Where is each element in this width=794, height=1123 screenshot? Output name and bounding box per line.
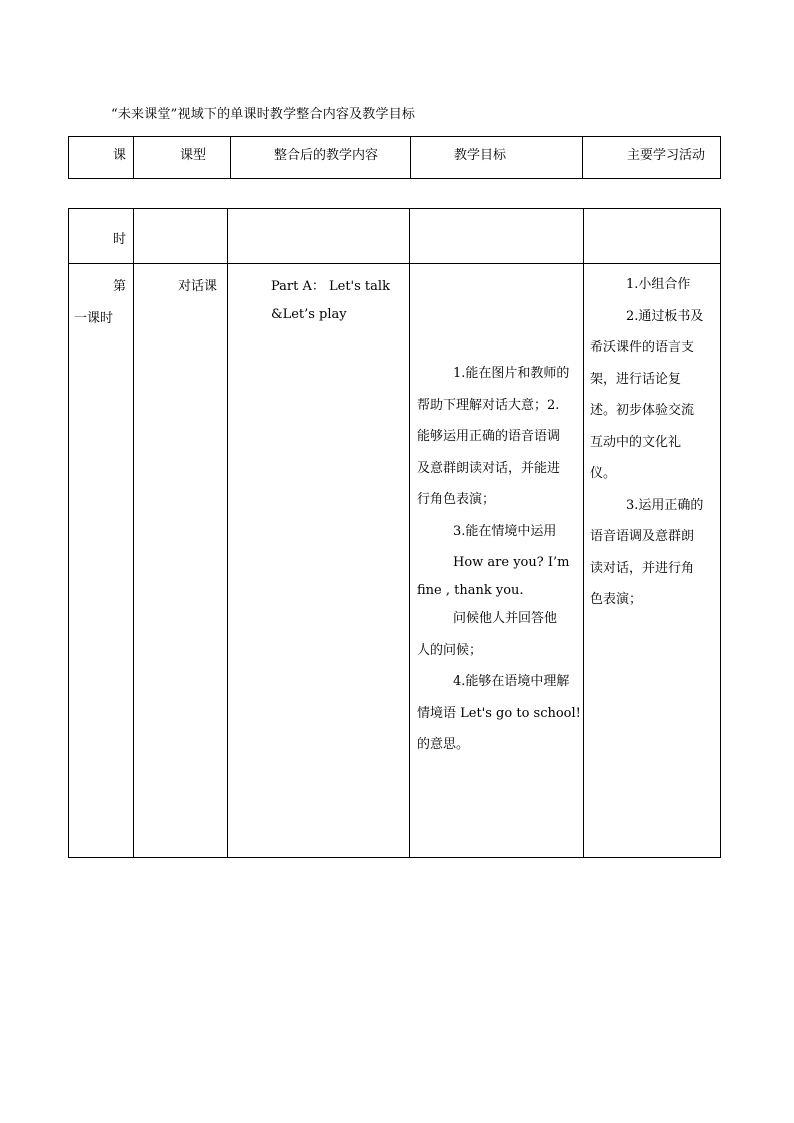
content-line2: &Let’s play (271, 307, 347, 322)
goal-line: 4.能够在语境中理解 (453, 674, 570, 689)
activity-line: 仪。 (590, 466, 617, 481)
goal-line: 3.能在情境中运用 (453, 523, 557, 539)
goal-line: 人的问候； (417, 642, 483, 658)
goal-line: 问候他人并回答他 (453, 611, 558, 626)
column-divider (409, 209, 410, 857)
header-activities: 主要学习活动 (627, 148, 706, 163)
goals-list (417, 364, 581, 767)
activity-line: 2.通过板书及 (626, 308, 704, 324)
header-type: 课型 (180, 148, 207, 163)
header-content: 整合后的教学内容 (274, 148, 379, 163)
lesson-table (68, 208, 721, 858)
header-divider (582, 137, 583, 178)
header-lesson: 课 (113, 148, 127, 163)
activity-line: 希沃课件的语言支 (590, 340, 695, 355)
header-table (68, 136, 721, 179)
goal-line: fine , thank you. (417, 583, 524, 598)
goal-line: 能够运用正确的语音语调 (417, 429, 561, 444)
row-divider (69, 263, 720, 264)
content-line1: Part A： Let's talk (271, 279, 390, 294)
activity-line: 互动中的文化礼 (590, 434, 682, 450)
header-goals: 教学目标 (454, 148, 507, 163)
header-divider (230, 137, 231, 178)
goal-line: How are you? I’m (453, 555, 570, 570)
column-divider (133, 209, 134, 857)
lesson-type: 对话课 (178, 279, 218, 294)
activity-line: 读对话，并进行角 (590, 560, 695, 576)
goal-line: 帮助下理解对话大意；2. (417, 397, 560, 413)
goal-line: 1.能在图片和教师的 (453, 366, 570, 381)
goal-line: 行角色表演； (417, 492, 496, 507)
activity-line: 3.运用正确的 (626, 497, 704, 513)
activity-line: 述。初步体验交流 (590, 403, 695, 418)
header-divider (133, 137, 134, 178)
activities-list (590, 275, 718, 622)
document-title: “未来课堂”视域下的单课时教学整合内容及教学目标 (111, 107, 416, 122)
activity-line: 1.小组合作 (626, 277, 691, 292)
column-divider (227, 209, 228, 857)
row1-lesson: 时 (113, 232, 127, 247)
header-divider (410, 137, 411, 178)
goal-line: 及意群朗读对话，并能进 (417, 460, 561, 476)
activity-line: 色表演； (590, 592, 643, 607)
activity-line: 语音语调及意群朗 (590, 529, 695, 544)
goal-line: 情境语 Let's go to school! (417, 705, 581, 721)
lesson-number-line2: 一课时 (74, 311, 114, 326)
lesson-number-line1: 第 (113, 279, 127, 294)
goal-line: 的意思。 (417, 737, 470, 752)
column-divider (583, 209, 584, 857)
activity-line: 架，进行话论复 (590, 371, 682, 387)
